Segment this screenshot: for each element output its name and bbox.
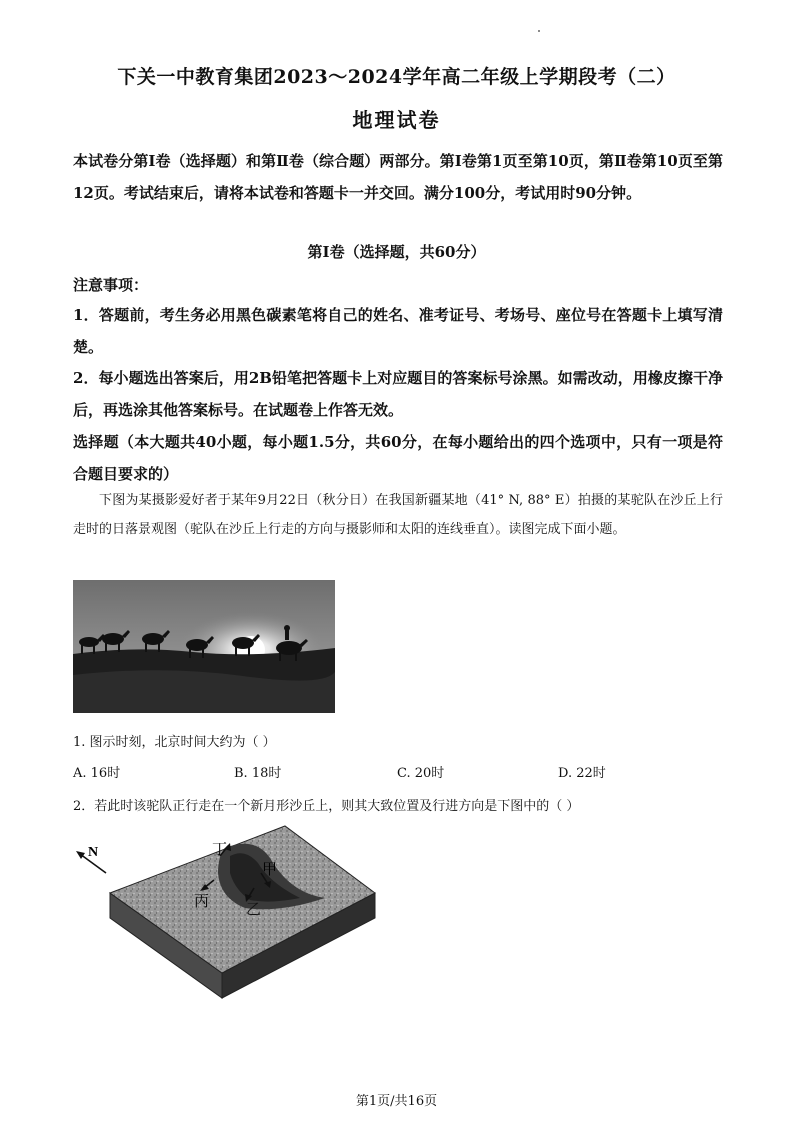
section-title: 第Ⅰ卷（选择题，共60分）: [307, 243, 486, 261]
label-yi: 乙: [246, 902, 262, 918]
label-ding: 丁: [212, 842, 228, 858]
note-item-2: 2．每小题选出答案后，用2B铅笔把答题卡上对应题目的答案标号涂黑。如需改动，用橡皮擦干净后，再选涂其他答案标号。在试题卷上作答无效。: [73, 369, 723, 419]
page-footer: 第1页/共16页: [355, 1094, 438, 1109]
notes-heading: 注意事项：: [73, 276, 149, 294]
q1-option-a: A. 16时: [73, 766, 121, 781]
exam-subject: 地理试卷: [352, 108, 441, 132]
selection-instructions: 选择题（本大题共40小题，每小题1.5分，共60分，在每小题给出的四个选项中，只有一项是符合题目要求的）: [73, 433, 723, 483]
exam-title: 下关一中教育集团2023～2024学年高二年级上学期段考（二）: [117, 66, 676, 88]
north-arrow-icon: [76, 851, 85, 859]
scan-speck: [538, 30, 540, 32]
north-label: N: [88, 845, 99, 860]
camel-sunset-photo: [73, 580, 335, 713]
barchan-dune-diagram: [70, 818, 390, 1004]
q1-option-c: C. 20时: [397, 766, 445, 781]
intro-paragraph: 本试卷分第Ⅰ卷（选择题）和第Ⅱ卷（综合题）两部分。第Ⅰ卷第1页至第10页，第Ⅱ卷第10页至第12页。考试结束后，请将本试卷和答题卡一并交回。满分100分，考试用时90分钟。: [73, 152, 723, 202]
q1-option-b: B. 18时: [234, 766, 282, 781]
note-item-1: 1．答题前，考生务必用黑色碳素笔将自己的姓名、准考证号、考场号、座位号在答题卡上填写清楚。: [73, 306, 723, 356]
q1-option-d: D. 22时: [558, 766, 606, 781]
question-2: 2．若此时该驼队正行走在一个新月形沙丘上，则其大致位置及行进方向是下图中的（ ）: [73, 799, 580, 814]
label-bing: 丙: [194, 894, 210, 910]
question-1: 1. 图示时刻，北京时间大约为（ ）: [73, 735, 276, 750]
question-stem: 下图为某摄影爱好者于某年9月22日（秋分日）在我国新疆某地（41° N, 88° E）拍摄的某驼队在沙丘上行走时的日落景观图（驼队在沙丘上行走的方向与摄影师和太阳的连线垂直）。读图完成下面小题。: [73, 493, 723, 537]
label-jia: 甲: [262, 862, 278, 878]
